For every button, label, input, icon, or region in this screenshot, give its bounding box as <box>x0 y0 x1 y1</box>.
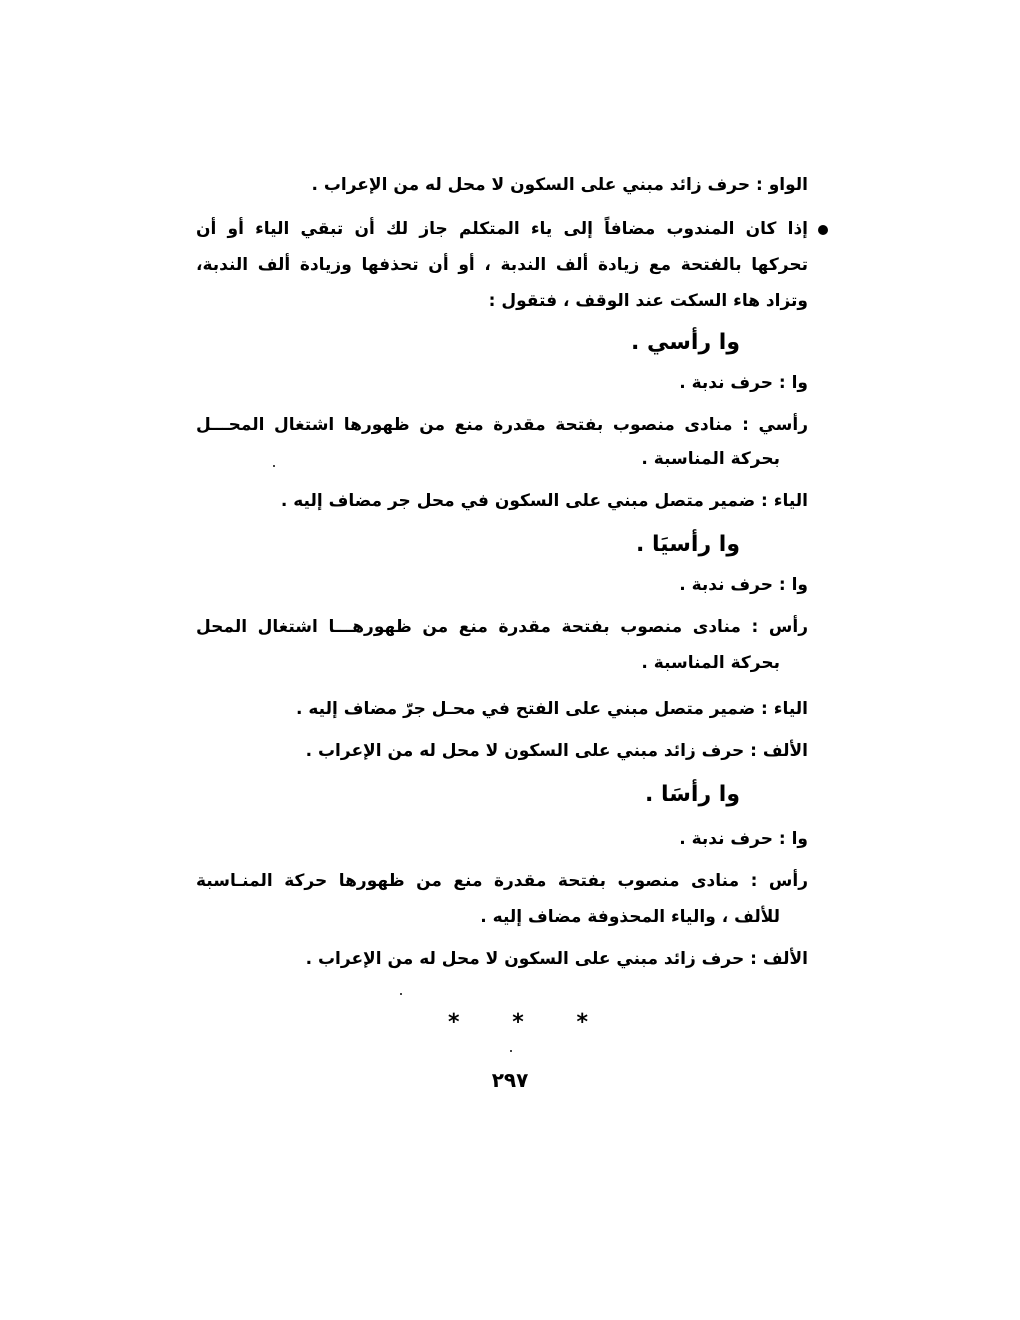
parse-line-wa-3: وا : حرف ندبة . <box>679 829 808 849</box>
parse-line-alif-2: الألف : حرف زائد مبني على السكون لا محل له من الإعراب . <box>305 741 808 761</box>
example-heading-2: وا رأسيَا . <box>636 532 740 557</box>
text-line-waw: الواو : حرف زائد مبني على السكون لا محل له من الإعراب . <box>311 175 808 195</box>
star-icon: * <box>512 1010 524 1035</box>
bullet-icon <box>818 225 828 235</box>
parse-line-ya-1: الياء : ضمير متصل مبني على السكون في محل جر مضاف إليه . <box>280 491 808 511</box>
parse-line-wa-1: وا : حرف ندبة . <box>679 373 808 393</box>
parse-line-rasi-1: رأسي : منادى منصوب بفتحة مقدرة منع من ظهورها اشتغال المحـــل <box>196 415 808 435</box>
parse-line-wa-2: وا : حرف ندبة . <box>679 575 808 595</box>
scan-speck <box>400 993 402 995</box>
scan-speck <box>510 1050 512 1052</box>
scan-speck <box>273 465 275 467</box>
parse-line-rasi-2: بحركة المناسبة . <box>641 449 780 469</box>
paragraph-line-2: تحركها بالفتحة مع زيادة ألف الندبة ، أو أن تحذفها وزيادة ألف الندبة، <box>196 255 808 275</box>
parse-line-ras-3a: رأس : منادى منصوب بفتحة مقدرة منع من ظهورها حركة المنـاسبة <box>196 871 808 891</box>
section-separator <box>448 1010 588 1035</box>
paragraph-line-1: إذا كان المندوب مضافاً إلى ياء المتكلم جاز لك أن تبقي الياء أو أن <box>196 219 808 239</box>
parse-line-ras-2b: بحركة المناسبة . <box>641 653 780 673</box>
paragraph-line-3: وتزاد هاء السكت عند الوقف ، فتقول : <box>488 291 808 311</box>
example-heading-1: وا رأسي . <box>631 330 740 355</box>
parse-line-ras-3b: للألف ، والياء المحذوفة مضاف إليه . <box>480 907 780 927</box>
example-heading-3: وا رأسَا . <box>645 782 740 807</box>
star-icon: * <box>448 1010 460 1035</box>
star-icon: * <box>576 1010 588 1035</box>
parse-line-alif-3: الألف : حرف زائد مبني على السكون لا محل له من الإعراب . <box>305 949 808 969</box>
page-number: ٢٩٧ <box>491 1068 529 1092</box>
parse-line-ras-2a: رأس : منادى منصوب بفتحة مقدرة منع من ظهورهـــا اشتغال المحل <box>196 617 808 637</box>
parse-line-ya-2: الياء : ضمير متصل مبني على الفتح في محـل جرّ مضاف إليه . <box>295 699 808 719</box>
